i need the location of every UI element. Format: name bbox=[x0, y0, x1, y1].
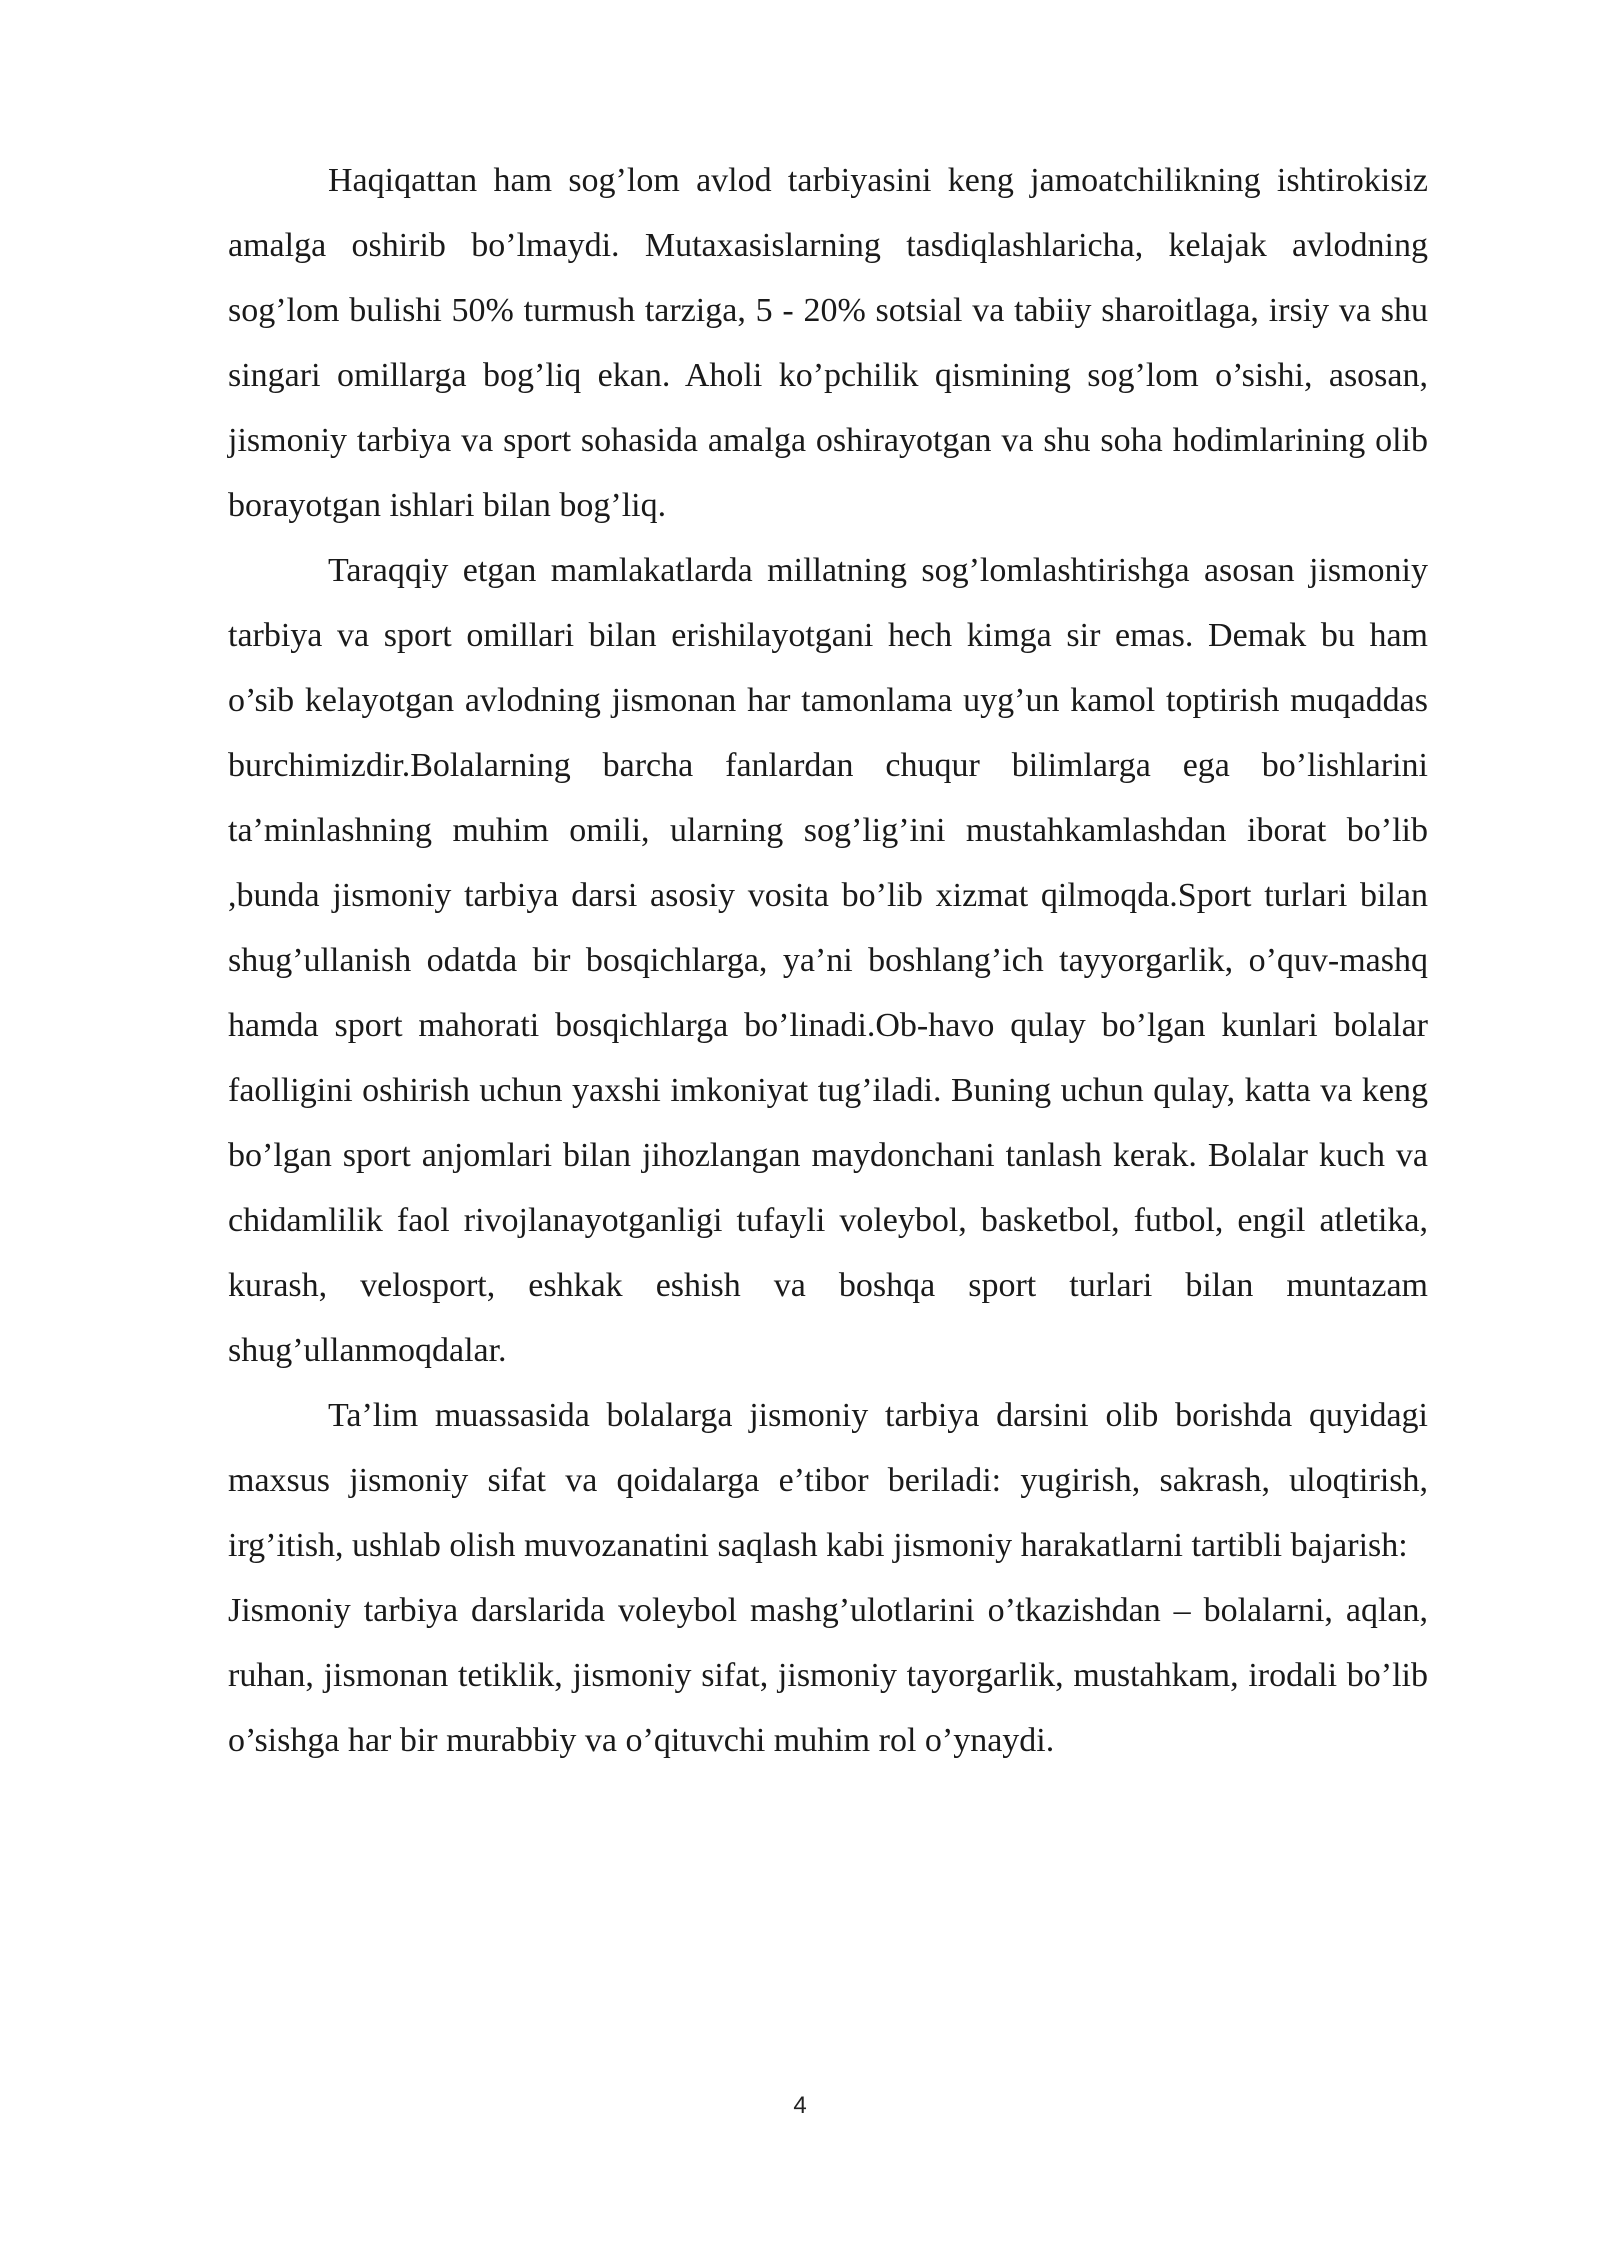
page-number: 4 bbox=[793, 2092, 807, 2119]
body-text bbox=[228, 148, 1428, 1773]
paragraph-2: Taraqqiy etgan mamlakatlarda millatning sog’lomlashtirishga asosan jismoniy tarbiya va sport omillari bilan erishilayotgani hech kimga sir emas. Demak bu ham o’sib kelayotgan avlodning jismonan har tamonlama uyg’un kamol toptirish muqaddas burchimizdir.Bolalarning barcha fanlardan chuqur bilimlarga ega bo’lishlarini ta’minlashning muhim omili, ularning sog’lig’ini mustahkamlashdan iborat bo’lib ,bunda jismoniy tarbiya darsi asosiy vosita bo’lib xizmat qilmoqda.Sport turlari bilan shug’ullanish odatda bir bosqichlarga, ya’ni boshlang’ich tayyorgarlik, o’quv-mashq hamda sport mahorati bosqichlarga bo’linadi.Ob-havo qulay bo’lgan kunlari bolalar faolligini oshirish uchun yaxshi imkoniyat tug’iladi. Buning uchun qulay, katta va keng bo’lgan sport anjomlari bilan jihozlangan maydonchani tanlash kerak. Bolalar kuch va chidamlilik faol rivojlanayotganligi tufayli voleybol, basketbol, futbol, engil atletika, kurash, velosport, eshkak eshish va boshqa sport turlari bilan muntazam shug’ullanmoqdalar. bbox=[228, 552, 1428, 1369]
paragraph-3: Ta’lim muassasida bolalarga jismoniy tarbiya darsini olib borishda quyidagi maxsus jismoniy sifat va qoidalarga e’tibor beriladi: yugirish, sakrash, uloqtirish, irg’itish, ushlab olish muvozanatini saqlash kabi jismoniy harakatlarni tartibli bajarish: bbox=[228, 1397, 1428, 1564]
paragraph-1: Haqiqattan ham sog’lom avlod tarbiyasini keng jamoatchilikning ishtirokisiz amalga oshirib bo’lmaydi. Mutaxasislarning tasdiqlashlaricha, kelajak avlodning sog’lom bulishi 50% turmush tarziga, 5 - 20% sotsial va tabiiy sharoitlaga, irsiy va shu singari omillarga bog’liq ekan. Aholi ko’pchilik qismining sog’lom o’sishi, asosan, jismoniy tarbiya va sport sohasida amalga oshirayotgan va shu soha hodimlarining olib borayotgan ishlari bilan bog’liq. bbox=[228, 162, 1428, 524]
paragraph-4: Jismoniy tarbiya darslarida voleybol mashg’ulotlarini o’tkazishdan – bolalarni, aqlan, ruhan, jismonan tetiklik, jismoniy sifat, jismoniy tayorgarlik, mustahkam, irodali bo’lib o’sishga har bir murabbiy va o’qituvchi muhim rol o’ynaydi. bbox=[228, 1592, 1428, 1759]
